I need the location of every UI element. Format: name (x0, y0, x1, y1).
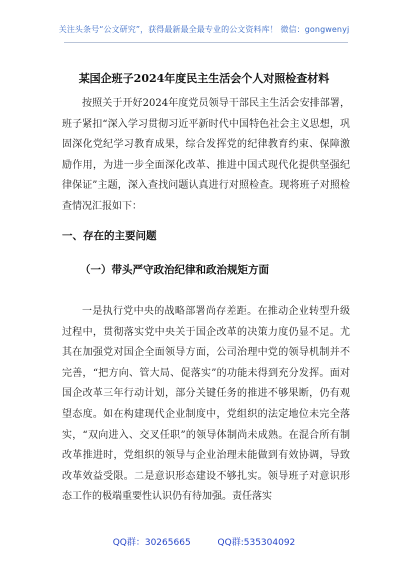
footer-qq-group-2: QQ群:535304092 (217, 538, 296, 548)
intro-paragraph: 按照关于开好2024年度党员领导干部民主生活会安排部署，班子紧扣“深入学习贯彻习近平新时代中国特色社会主义思想，巩固深化党纪学习教育成果，综合发挥党的纪律教育约束、保障激励作用，为进一步全面深化改革、推进中国式现代化提供坚强纪律保证”主题，深入查找问题认真进行对照检查。现将班子对照检查情况汇报如下： (62, 98, 350, 212)
body-paragraph: 一是执行党中央的战略部署尚存差距。在推动企业转型升级过程中，贯彻落实党中央关于国企改革的决策力度仍显不足。尤其在加强党对国企全面领导方面，公司治理中党的领导机制并不完善，“把方向、管大局、促落实”的功能未得到充分发挥。面对国企改革三年行动计划，部分关键任务的推进不够果断，仍有观望态度。如在构建现代企业制度中，党组织的法定地位未完全落实，“双向进入、交叉任职”的领导体制尚未成熟。在混合所有制改革推进时，党组织的领导与企业治理未能做到有效协调，导致改革效益受限。二是意识形态建设不够扎实。领导班子对意识形态工作的极端重要性认识仍有待加强。责任落实 (62, 306, 350, 503)
document-title: 某国企班子2024年度民主生活会个人对照检查材料 (78, 72, 330, 85)
footer-qq-group-1: QQ群：30265665 (112, 538, 191, 548)
subsection-heading: （一）带头严守政治纪律和政治规矩方面 (80, 264, 269, 276)
header-divider (64, 42, 348, 43)
header-banner: 关注头条号“公文研究”，获得最新最全最专业的公文资料库！ 微信：gongwenyj (58, 25, 350, 34)
footer-contact (0, 535, 408, 548)
section-heading: 一、存在的主要问题 (62, 230, 157, 242)
